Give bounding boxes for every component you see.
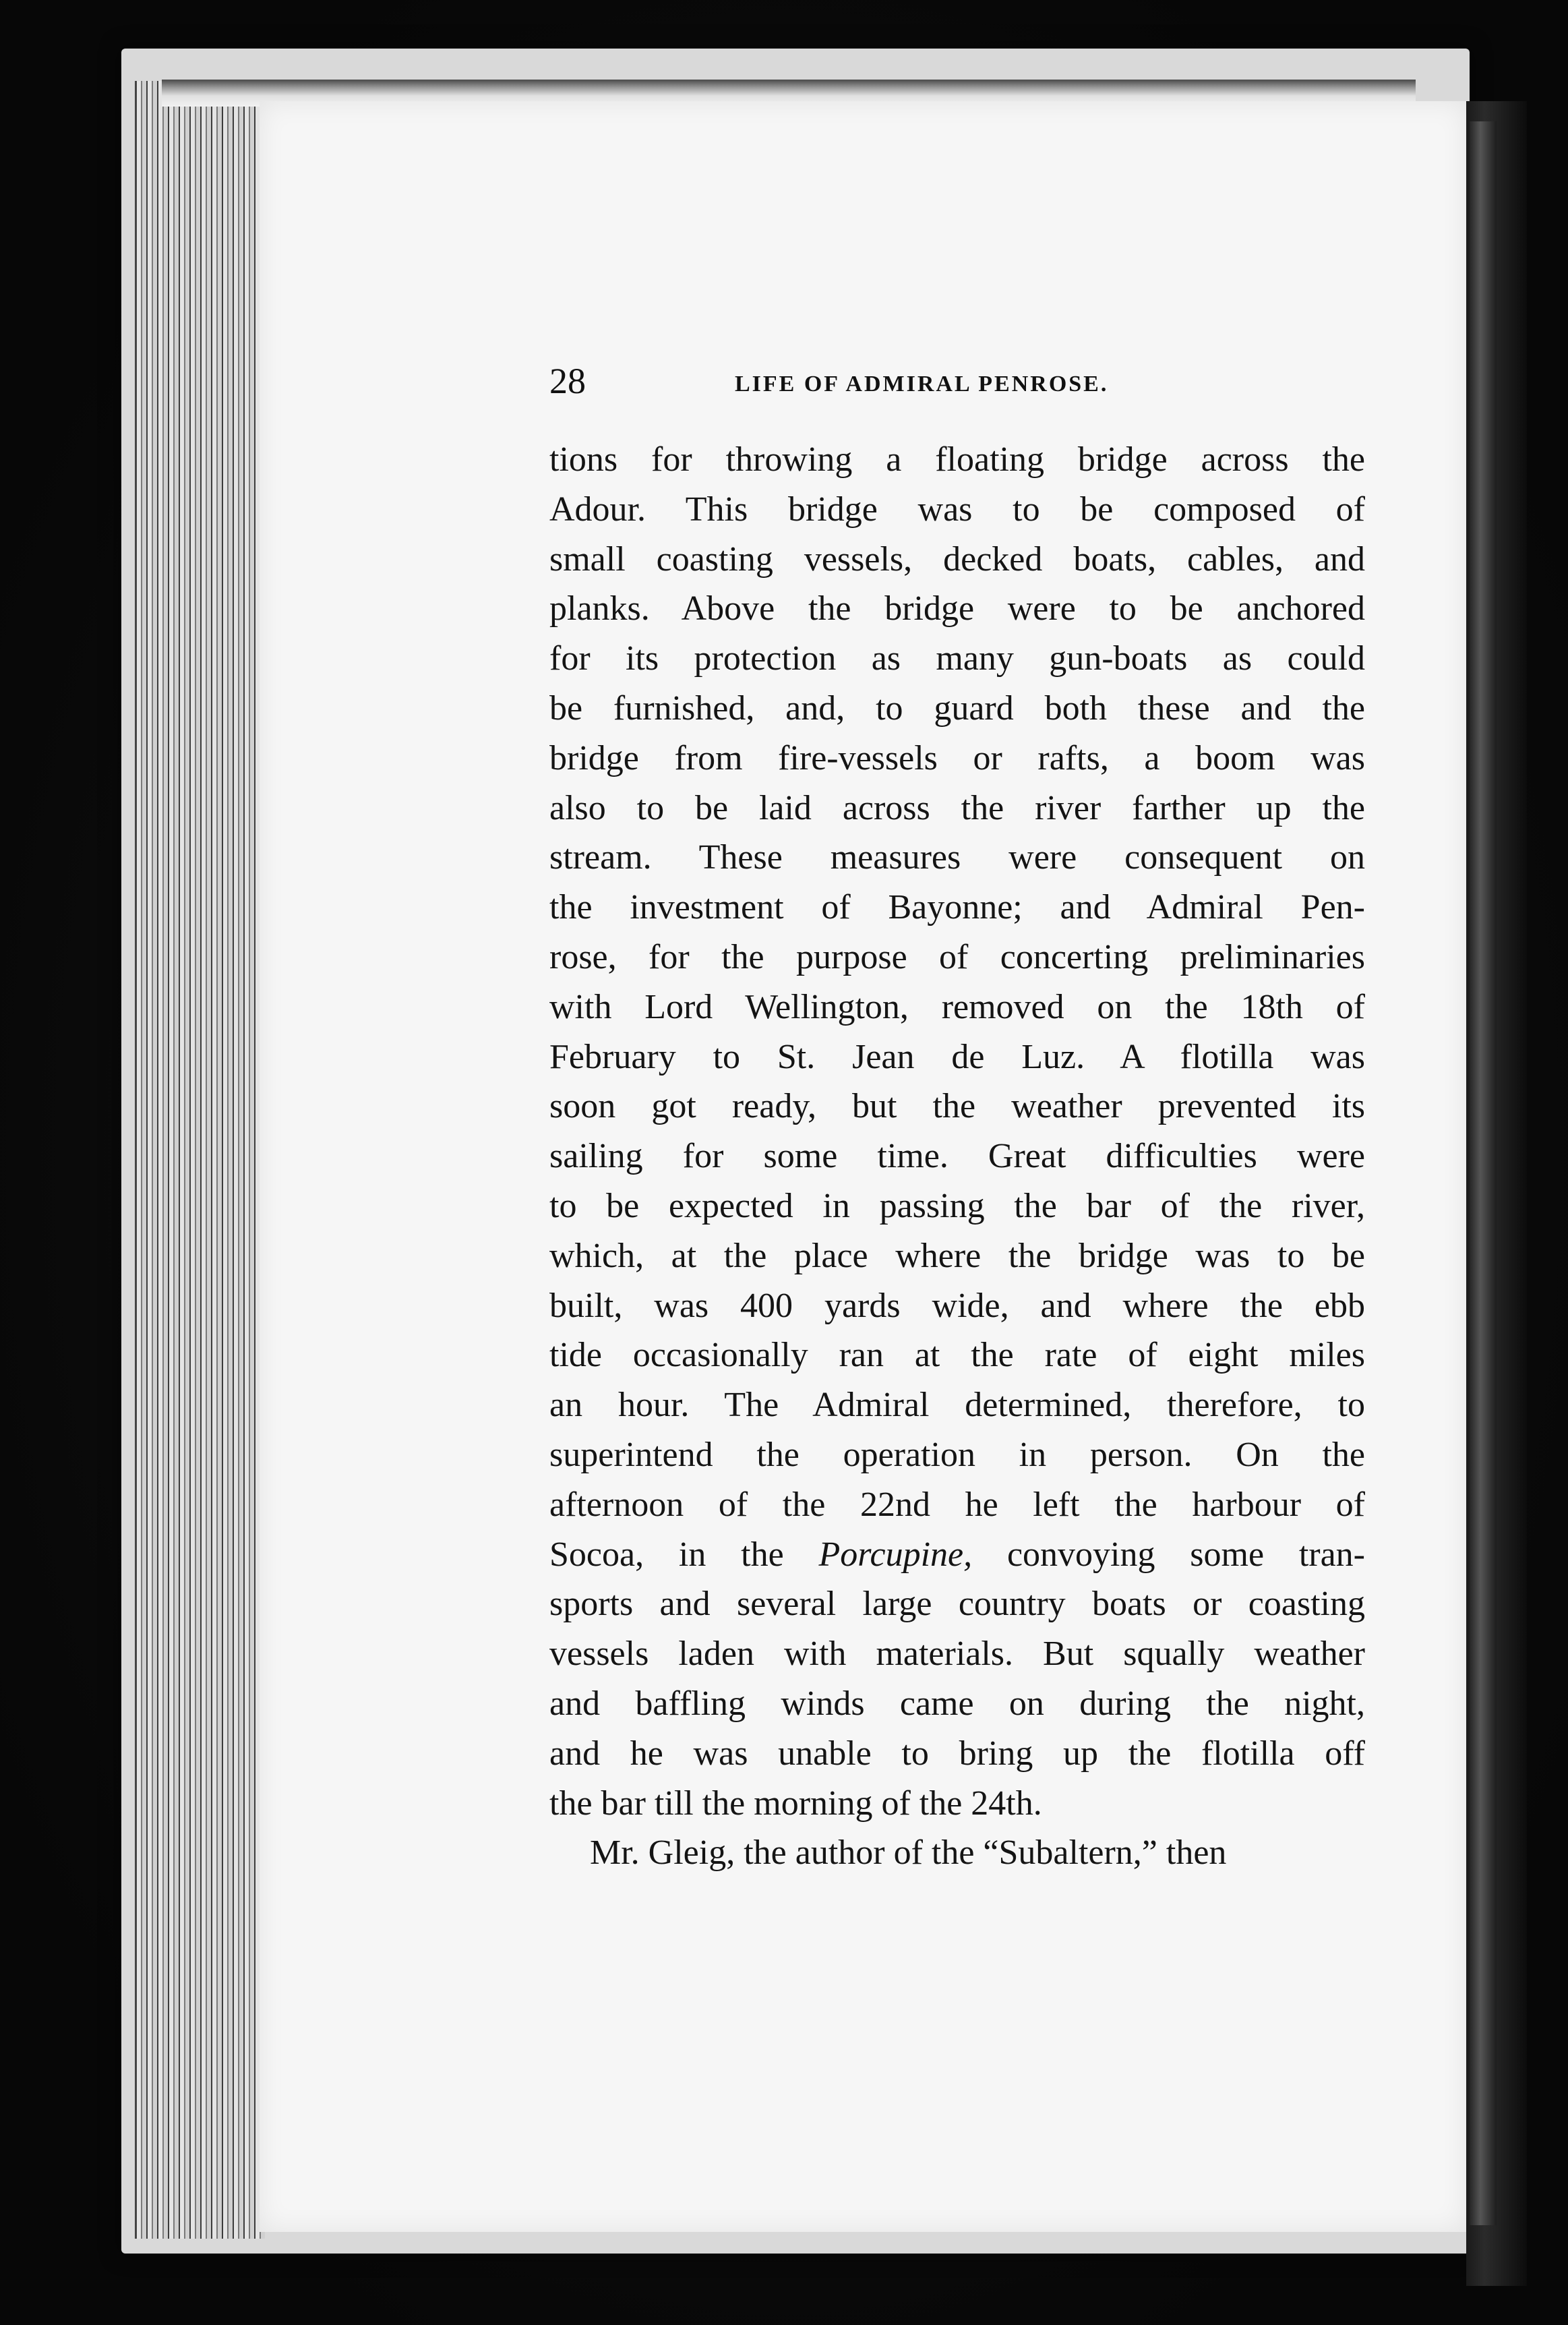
text-line: superintend the operation in person. On the (549, 1435, 1365, 1474)
text-line: sports and several large country boats or coasting (549, 1585, 1365, 1624)
text-line: small coasting vessels, decked boats, cables, and (549, 539, 1365, 579)
text-line: February to St. Jean de Luz. A flotilla was (549, 1037, 1365, 1076)
running-title: LIFE OF ADMIRAL PENROSE. (735, 372, 1109, 396)
running-head (549, 361, 1365, 408)
page-edges (135, 81, 265, 2239)
text-line: with Lord Wellington, removed on the 18th of (549, 987, 1365, 1026)
text-line: and he was unable to bring up the flotilla off (549, 1734, 1365, 1773)
paragraph-start-line: Mr. Gleig, the author of the “Subaltern,” then (590, 1833, 1227, 1873)
text-line: Adour. This bridge was to be composed of (549, 490, 1365, 529)
text-line: tide occasionally ran at the rate of eight miles (549, 1336, 1365, 1375)
page-number: 28 (549, 361, 586, 401)
text-segment: convoying some tran- (972, 1535, 1365, 1574)
text-line: built, was 400 yards wide, and where the ebb (549, 1286, 1365, 1325)
text-segment: Socoa, in the (549, 1535, 819, 1574)
ship-name-italic: Porcupine, (818, 1535, 973, 1574)
text-line: soon got ready, but the weather prevented its (549, 1087, 1365, 1126)
text-line: tions for throwing a floating bridge across the (549, 440, 1365, 479)
text-line: the bar till the morning of the 24th. (549, 1784, 1042, 1823)
text-line: the investment of Bayonne; and Admiral Pen- (549, 888, 1365, 927)
text-line: to be expected in passing the bar of the river, (549, 1186, 1365, 1225)
text-line: also to be laid across the river farther up the (549, 788, 1365, 827)
body-text (549, 435, 1365, 1878)
text-line: bridge from fire-vessels or rafts, a boom was (549, 738, 1365, 777)
text-line: rose, for the purpose of concerting preliminaries (549, 937, 1365, 976)
text-line: for its protection as many gun-boats as could (549, 639, 1365, 678)
text-line: be furnished, and, to guard both these and the (549, 688, 1365, 728)
text-line: stream. These measures were consequent on (549, 838, 1365, 877)
text-line: which, at the place where the bridge was to be (549, 1236, 1365, 1275)
right-page-edge (1470, 121, 1497, 2225)
text-line: an hour. The Admiral determined, therefore, to (549, 1386, 1365, 1425)
text-line: and baffling winds came on during the night, (549, 1684, 1365, 1723)
text-line: sailing for some time. Great difficulties were (549, 1137, 1365, 1176)
text-line: afternoon of the 22nd he left the harbour of (549, 1485, 1365, 1524)
text-line: vessels laden with materials. But squally weather (549, 1635, 1365, 1674)
text-line: planks. Above the bridge were to be anchored (549, 589, 1365, 628)
text-line-with-italic (549, 1530, 1365, 1580)
